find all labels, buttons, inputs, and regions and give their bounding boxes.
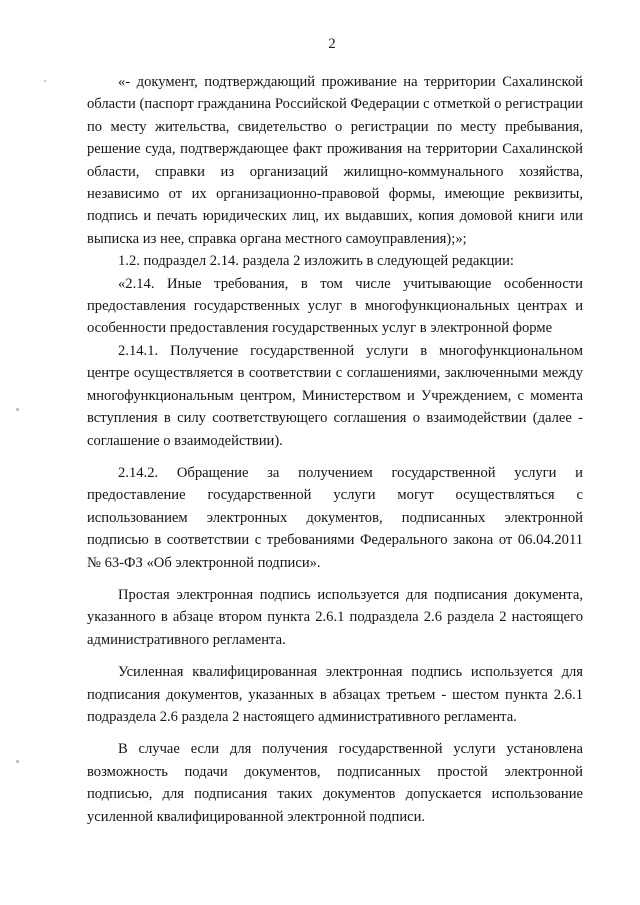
- scan-speck: [16, 760, 19, 763]
- document-body: [87, 71, 583, 828]
- paragraph-2-14-2: 2.14.2. Обращение за получением государственной услуги и предоставление государственной услуги могут осуществляться с использованием электронных документов, подписанных электронной подписью в соответствии с требованиями Федерального закона от 06.04.2011 № 63-ФЗ «Об электронной подписи».: [87, 464, 583, 571]
- page-number: 2: [328, 36, 336, 52]
- paragraph-amendment-instruction: 1.2. подраздел 2.14. раздела 2 изложить в следующей редакции:: [118, 253, 514, 270]
- scan-speck: [44, 80, 46, 82]
- paragraph-section-2-14-heading: «2.14. Иные требования, в том числе учитывающие особенности предоставления государственных услуг в многофункциональных центрах и особенности предоставления государственных услуг в электронной форме: [87, 275, 583, 337]
- paragraph-residence-documents: «- документ, подтверждающий проживание на территории Сахалинской области (паспорт гражданина Российской Федерации с отметкой о регистрации по месту жительства, свидетельство о регистрации по месту пребывания, решение суда, подтверждающее факт проживания на территории Сахалинской области, справки из организаций жилищно-коммунального хозяйства, независимо от их организационно-правовой формы, имеющие реквизиты, подпись и печать юридических лиц, их выдавших, копия домовой книги или выписка из нее, справка органа местного самоуправления);»;: [87, 74, 583, 247]
- scan-speck: [16, 408, 19, 411]
- paragraph-signature-substitution: В случае если для получения государственной услуги установлена возможность подачи документов, подписанных простой электронной подписью, для подписания таких документов допускается использование усиленной квалифицированной электронной подписи.: [87, 741, 583, 825]
- paragraph-qualified-signature: Усиленная квалифицированная электронная подпись используется для подписания документов, указанных в абзацах третьем - шестом пункта 2.6.1 подраздела 2.6 раздела 2 настоящего административного регламента.: [87, 664, 583, 725]
- paragraph-simple-signature: Простая электронная подпись используется для подписания документа, указанного в абзаце втором пункта 2.6.1 подраздела 2.6 раздела 2 настоящего административного регламента.: [87, 586, 583, 648]
- paragraph-2-14-1: 2.14.1. Получение государственной услуги в многофункциональном центре осуществляется в соответствии с соглашениями, заключенными между многофункциональным центром, Министерством и Учреждением, с момента вступления в силу соответствующего соглашения о взаимодействии (далее - соглашение о взаимодействии).: [87, 342, 583, 449]
